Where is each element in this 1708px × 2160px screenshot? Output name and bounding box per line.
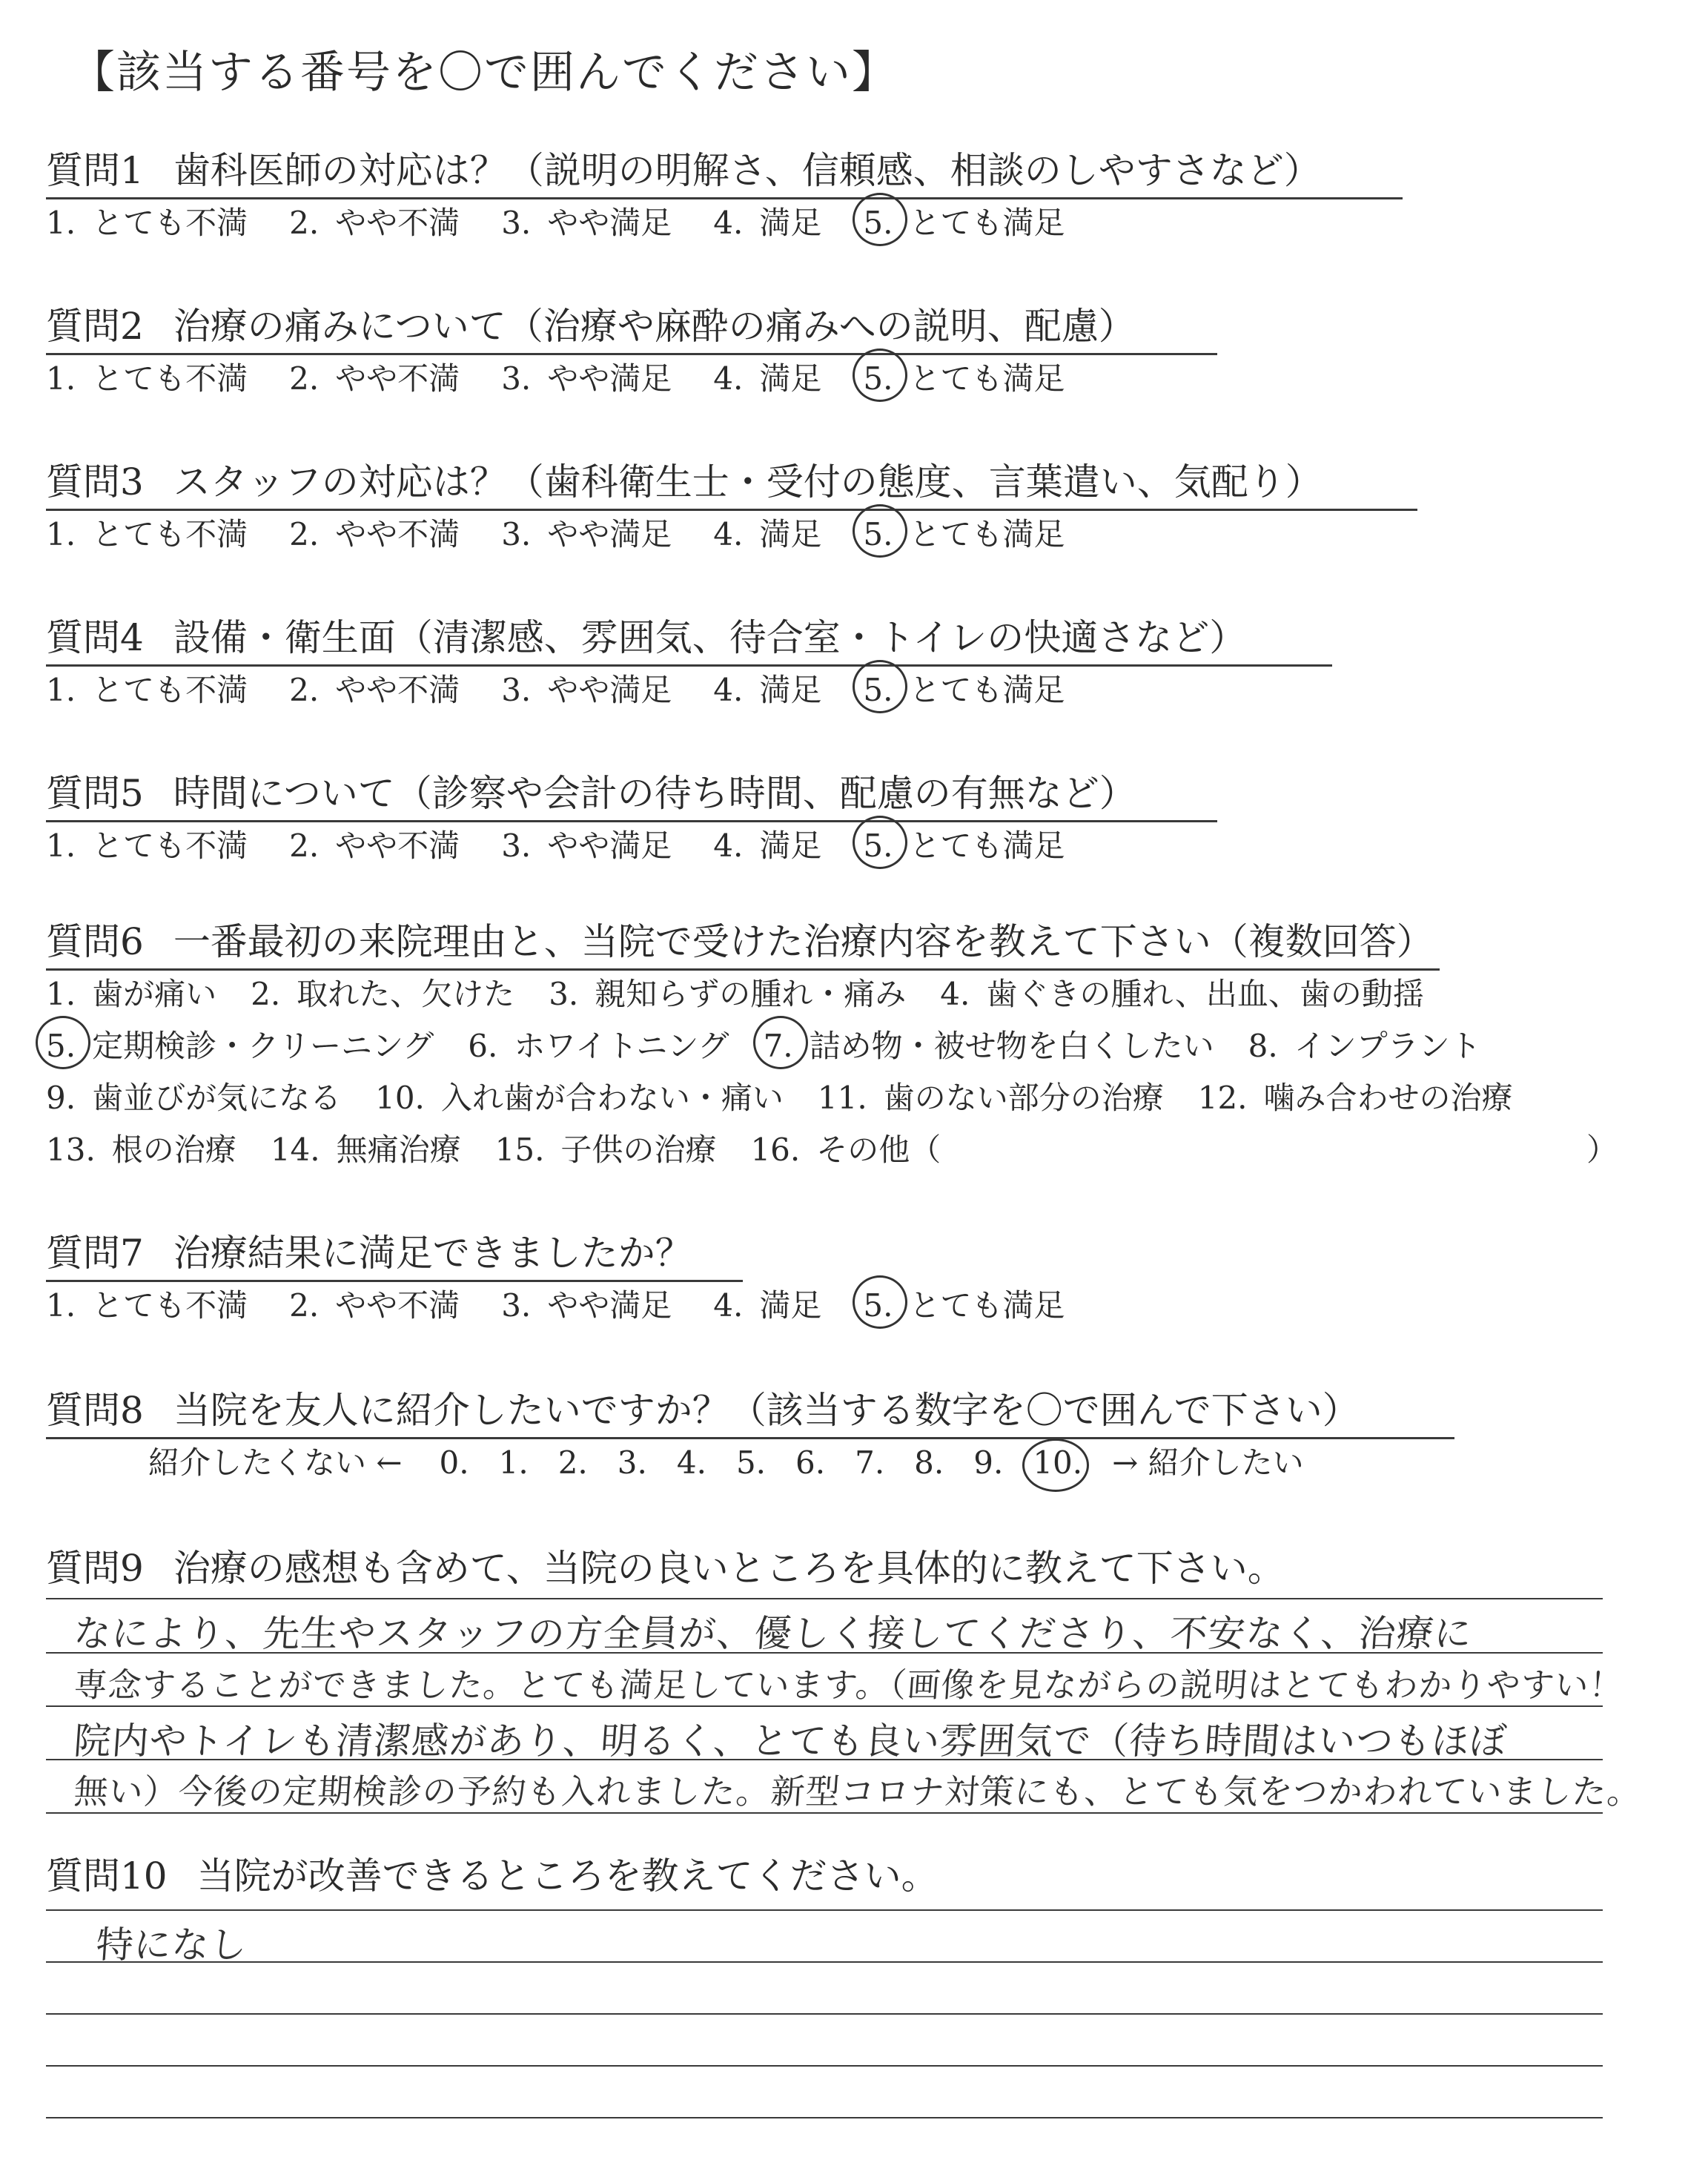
q6-option[interactable] bbox=[764, 1022, 1214, 1066]
question-number: 質問8 bbox=[46, 1389, 144, 1432]
rating-option-5[interactable] bbox=[863, 354, 1065, 399]
option-number: 13. bbox=[46, 1132, 96, 1168]
rating-option-1[interactable] bbox=[46, 199, 248, 243]
q6-option[interactable] bbox=[818, 1074, 1164, 1118]
question-1-heading bbox=[46, 141, 1403, 199]
answer-rule bbox=[46, 1598, 1603, 1599]
option-number: 4. bbox=[713, 1287, 744, 1324]
question-text: 治療の痛みについて（治療や麻酔の痛みへの説明、配慮） bbox=[173, 305, 1136, 348]
rating-option-5[interactable] bbox=[863, 1281, 1065, 1326]
q6-option[interactable] bbox=[46, 1126, 236, 1170]
q5-rating-options bbox=[46, 822, 1106, 866]
option-label: 親知らずの腫れ・痛み bbox=[595, 976, 907, 1012]
question-9-heading bbox=[46, 1539, 1285, 1592]
option-number: 4. bbox=[713, 672, 744, 708]
option-label: インプラント bbox=[1294, 1028, 1481, 1064]
handwritten-answer-line: 専念することができました。とても満足しています。（画像を見ながらの説明はとてもわかりやすい！ bbox=[72, 1665, 1625, 1705]
scale-number: 0. bbox=[439, 1444, 469, 1481]
scale-number: 9. bbox=[973, 1444, 1004, 1481]
scale-option[interactable] bbox=[618, 1444, 647, 1481]
question-number: 質問7 bbox=[46, 1232, 144, 1275]
option-number: 1. bbox=[46, 672, 76, 708]
option-label: 歯が痛い bbox=[92, 976, 217, 1012]
question-6-heading bbox=[46, 912, 1440, 971]
rating-option-2[interactable] bbox=[289, 1281, 460, 1326]
scale-number: 5. bbox=[735, 1444, 767, 1481]
option-label: とても不満 bbox=[92, 1287, 248, 1324]
option-label: 詰め物・被せ物を白くしたい bbox=[809, 1028, 1214, 1064]
option-label: とても不満 bbox=[92, 672, 248, 708]
question-number: 質問3 bbox=[46, 460, 144, 503]
scale-option[interactable] bbox=[1033, 1444, 1082, 1481]
rating-option-4[interactable] bbox=[713, 510, 821, 555]
option-label: 満足 bbox=[759, 828, 822, 864]
question-3-heading bbox=[46, 452, 1417, 511]
option-number: 9. bbox=[46, 1080, 76, 1116]
q6-option[interactable] bbox=[495, 1126, 717, 1170]
option-number: 8. bbox=[1248, 1028, 1278, 1064]
question-number: 質問10 bbox=[46, 1855, 168, 1898]
option-number: 5. bbox=[863, 360, 893, 397]
rating-option-1[interactable] bbox=[46, 822, 248, 866]
option-label: 歯のない部分の治療 bbox=[883, 1080, 1164, 1116]
answer-rule bbox=[46, 2117, 1603, 2118]
q6-option[interactable] bbox=[549, 970, 906, 1014]
option-number: 5. bbox=[863, 516, 893, 552]
scale-option[interactable] bbox=[973, 1444, 1003, 1481]
option-label: 無痛治療 bbox=[336, 1132, 461, 1168]
option-number: 3. bbox=[501, 828, 532, 864]
option-label: とても満足 bbox=[909, 828, 1065, 864]
option-label: やや不満 bbox=[335, 205, 460, 241]
option-label: やや満足 bbox=[547, 828, 672, 864]
rating-option-5[interactable] bbox=[863, 199, 1065, 243]
scale-left-label: 紹介したくない ← bbox=[148, 1444, 403, 1481]
option-number: 2. bbox=[289, 516, 320, 552]
option-label: とても満足 bbox=[909, 205, 1065, 241]
answer-rule bbox=[46, 1909, 1603, 1911]
option-number: 15. bbox=[494, 1132, 545, 1168]
option-label: 歯ぐきの腫れ、出血、歯の動揺 bbox=[986, 976, 1424, 1012]
scale-option[interactable] bbox=[677, 1444, 706, 1481]
q6-close-paren: ） bbox=[1586, 1132, 1618, 1168]
option-number: 5. bbox=[46, 1028, 76, 1064]
option-number: 1. bbox=[46, 205, 76, 241]
option-label: やや不満 bbox=[335, 828, 460, 864]
question-number: 質問5 bbox=[46, 772, 144, 815]
q6-options-row bbox=[46, 1022, 1515, 1066]
question-4-heading bbox=[46, 608, 1332, 667]
option-number: 3. bbox=[501, 360, 532, 397]
option-label: 満足 bbox=[759, 516, 822, 552]
rating-option-3[interactable] bbox=[501, 666, 672, 710]
option-label: 満足 bbox=[759, 1287, 822, 1324]
q8-scale bbox=[148, 1439, 1304, 1483]
option-label: ホワイトニング bbox=[514, 1028, 729, 1064]
scale-number: 10. bbox=[1033, 1444, 1083, 1481]
rating-option-3[interactable] bbox=[501, 199, 672, 243]
option-number: 2. bbox=[289, 205, 320, 241]
option-number: 5. bbox=[863, 828, 893, 864]
option-label: とても満足 bbox=[909, 516, 1065, 552]
option-label: 満足 bbox=[759, 360, 822, 397]
handwritten-answer-line: なにより、先生やスタッフの方全員が、優しく接してくださり、不安なく、治療に bbox=[72, 1612, 1474, 1655]
q7-rating-options bbox=[46, 1281, 1106, 1326]
answer-rule bbox=[46, 1961, 1603, 1963]
option-label: その他（ bbox=[816, 1132, 941, 1168]
option-label: 入れ歯が合わない・痛い bbox=[440, 1080, 784, 1116]
q4-rating-options bbox=[46, 666, 1106, 710]
question-number: 質問4 bbox=[46, 616, 144, 659]
q6-option[interactable] bbox=[468, 1022, 729, 1066]
option-number: 4. bbox=[713, 360, 744, 397]
scale-option[interactable] bbox=[558, 1444, 588, 1481]
option-number: 3. bbox=[549, 976, 579, 1012]
q6-option[interactable] bbox=[46, 1074, 341, 1118]
question-number: 質問1 bbox=[46, 149, 144, 192]
option-number: 5. bbox=[863, 672, 893, 708]
option-label: 定期検診・クリーニング bbox=[92, 1028, 434, 1064]
option-label: 満足 bbox=[759, 205, 822, 241]
scale-option[interactable] bbox=[499, 1444, 529, 1481]
question-text: 時間について（診察や会計の待ち時間、配慮の有無など） bbox=[173, 772, 1136, 815]
q6-options-row bbox=[46, 1126, 975, 1170]
option-label: 根の治療 bbox=[111, 1132, 236, 1168]
q6-option[interactable] bbox=[375, 1074, 784, 1118]
question-text: スタッフの対応は？（歯科衛生士・受付の態度、言葉遣い、気配り） bbox=[173, 460, 1323, 503]
option-label: 満足 bbox=[759, 672, 822, 708]
scale-number: 6. bbox=[795, 1444, 826, 1481]
option-number: 12. bbox=[1197, 1080, 1248, 1116]
question-8-heading bbox=[46, 1381, 1454, 1439]
scale-option[interactable] bbox=[795, 1444, 825, 1481]
q6-options-row bbox=[46, 1074, 1547, 1118]
rating-option-2[interactable] bbox=[289, 822, 460, 866]
option-number: 1. bbox=[46, 976, 76, 1012]
question-text: 一番最初の来院理由と、当院で受けた治療内容を教えて下さい（複数回答） bbox=[173, 920, 1434, 963]
rating-option-1[interactable] bbox=[46, 666, 248, 710]
option-number: 2. bbox=[289, 828, 320, 864]
option-label: やや満足 bbox=[547, 205, 672, 241]
question-text: 当院が改善できるところを教えてください。 bbox=[196, 1855, 939, 1898]
option-number: 1. bbox=[46, 516, 76, 552]
q6-option[interactable] bbox=[46, 1022, 434, 1066]
option-label: 子供の治療 bbox=[560, 1132, 717, 1168]
question-text: 歯科医師の対応は？（説明の明解さ、信頼感、相談のしやすさなど） bbox=[173, 149, 1321, 192]
option-number: 1. bbox=[46, 1287, 76, 1324]
rating-option-4[interactable] bbox=[713, 354, 821, 399]
option-label: とても満足 bbox=[909, 360, 1065, 397]
question-7-heading bbox=[46, 1223, 743, 1282]
option-label: 取れた、欠けた bbox=[297, 976, 515, 1012]
option-number: 16. bbox=[750, 1132, 801, 1168]
handwritten-answer-line: 院内やトイレも清潔感があり、明るく、とても良い雰囲気で（待ち時間はいつもほぼ bbox=[72, 1720, 1509, 1763]
option-label: 噛み合わせの治療 bbox=[1263, 1080, 1513, 1116]
scale-option[interactable] bbox=[855, 1444, 884, 1481]
q6-option[interactable] bbox=[1248, 1022, 1481, 1066]
rating-option-1[interactable] bbox=[46, 354, 248, 399]
q6-option[interactable] bbox=[251, 970, 514, 1014]
rating-option-5[interactable] bbox=[863, 822, 1065, 866]
option-number: 10. bbox=[375, 1080, 425, 1116]
rating-option-4[interactable] bbox=[713, 1281, 821, 1326]
option-label: やや不満 bbox=[335, 1287, 460, 1324]
scale-right-label: → 紹介したい bbox=[1112, 1444, 1304, 1481]
q6-option[interactable] bbox=[271, 1126, 461, 1170]
option-label: やや不満 bbox=[335, 672, 460, 708]
answer-rule bbox=[46, 2013, 1603, 2015]
question-number: 質問2 bbox=[46, 305, 144, 348]
rating-option-4[interactable] bbox=[713, 822, 821, 866]
rating-option-3[interactable] bbox=[501, 354, 672, 399]
scale-option[interactable] bbox=[440, 1444, 469, 1481]
question-2-heading bbox=[46, 297, 1217, 355]
option-label: やや不満 bbox=[335, 516, 460, 552]
q6-option[interactable] bbox=[940, 970, 1424, 1014]
scale-number: 7. bbox=[855, 1444, 885, 1481]
option-number: 1. bbox=[46, 828, 76, 864]
rating-option-2[interactable] bbox=[289, 666, 460, 710]
option-label: とても満足 bbox=[909, 672, 1065, 708]
rating-option-5[interactable] bbox=[863, 510, 1065, 555]
option-number: 3. bbox=[501, 205, 532, 241]
option-number: 3. bbox=[501, 672, 532, 708]
scale-number: 8. bbox=[914, 1444, 944, 1481]
option-label: やや満足 bbox=[547, 1287, 672, 1324]
rating-option-3[interactable] bbox=[501, 1281, 672, 1326]
option-number: 3. bbox=[501, 1287, 532, 1324]
option-number: 7. bbox=[763, 1028, 793, 1064]
answer-rule bbox=[46, 2065, 1603, 2067]
scale-number: 4. bbox=[676, 1444, 706, 1481]
option-label: やや満足 bbox=[547, 360, 672, 397]
option-label: とても不満 bbox=[92, 205, 248, 241]
rating-option-2[interactable] bbox=[289, 199, 460, 243]
question-text: 治療の感想も含めて、当院の良いところを具体的に教えて下さい。 bbox=[173, 1547, 1285, 1590]
scale-number: 3. bbox=[617, 1444, 647, 1481]
option-number: 4. bbox=[940, 976, 970, 1012]
option-label: やや満足 bbox=[547, 672, 672, 708]
scale-option[interactable] bbox=[736, 1444, 766, 1481]
option-label: とても不満 bbox=[92, 360, 248, 397]
option-number: 3. bbox=[501, 516, 532, 552]
option-number: 1. bbox=[46, 360, 76, 397]
question-number: 質問6 bbox=[46, 920, 144, 963]
question-text: 設備・衛生面（清潔感、雰囲気、待合室・トイレの快適さなど） bbox=[173, 616, 1247, 659]
rating-option-3[interactable] bbox=[501, 822, 672, 866]
rating-option-1[interactable] bbox=[46, 510, 248, 555]
option-label: やや不満 bbox=[335, 360, 460, 397]
scale-option[interactable] bbox=[914, 1444, 944, 1481]
option-number: 2. bbox=[289, 1287, 320, 1324]
rating-option-2[interactable] bbox=[289, 354, 460, 399]
rating-option-1[interactable] bbox=[46, 1281, 248, 1326]
option-label: 歯並びが気になる bbox=[92, 1080, 342, 1116]
option-label: やや満足 bbox=[547, 516, 672, 552]
option-number: 11. bbox=[817, 1080, 867, 1116]
option-number: 2. bbox=[251, 976, 281, 1012]
scale-number: 2. bbox=[557, 1444, 588, 1481]
scale-number: 1. bbox=[498, 1444, 529, 1481]
question-5-heading bbox=[46, 764, 1217, 822]
question-text: 当院を友人に紹介したいですか？（該当する数字を〇で囲んで下さい） bbox=[173, 1389, 1360, 1432]
option-label: とても不満 bbox=[92, 516, 248, 552]
q6-options-row bbox=[46, 970, 1458, 1014]
q6-option[interactable] bbox=[1198, 1074, 1513, 1118]
q6-option[interactable] bbox=[750, 1126, 941, 1170]
handwritten-answer-line: 無い）今後の定期検診の予約も入れました。新型コロナ対策にも、とても気をつかわれていました。 bbox=[72, 1771, 1644, 1811]
rating-option-5[interactable] bbox=[863, 666, 1065, 710]
rating-option-4[interactable] bbox=[713, 666, 821, 710]
question-text: 治療結果に満足できましたか？ bbox=[173, 1232, 692, 1275]
option-number: 5. bbox=[863, 1287, 893, 1324]
rating-option-2[interactable] bbox=[289, 510, 460, 555]
option-number: 2. bbox=[289, 672, 320, 708]
question-10-heading bbox=[46, 1846, 939, 1900]
option-number: 5. bbox=[863, 205, 893, 241]
option-label: とても不満 bbox=[92, 828, 248, 864]
option-number: 6. bbox=[468, 1028, 498, 1064]
handwritten-answer-line: 特になし bbox=[94, 1923, 249, 1966]
option-number: 2. bbox=[289, 360, 320, 397]
question-number: 質問9 bbox=[46, 1547, 144, 1590]
option-number: 4. bbox=[713, 516, 744, 552]
rating-option-3[interactable] bbox=[501, 510, 672, 555]
q2-rating-options bbox=[46, 354, 1106, 399]
q1-rating-options bbox=[46, 199, 1106, 243]
option-number: 14. bbox=[270, 1132, 320, 1168]
option-number: 4. bbox=[713, 828, 744, 864]
option-number: 4. bbox=[713, 205, 744, 241]
q6-option[interactable] bbox=[46, 970, 216, 1014]
rating-option-4[interactable] bbox=[713, 199, 821, 243]
form-title: 【該当する番号を〇で囲んでください】 bbox=[70, 47, 898, 99]
q3-rating-options bbox=[46, 510, 1106, 555]
option-label: とても満足 bbox=[909, 1287, 1065, 1324]
